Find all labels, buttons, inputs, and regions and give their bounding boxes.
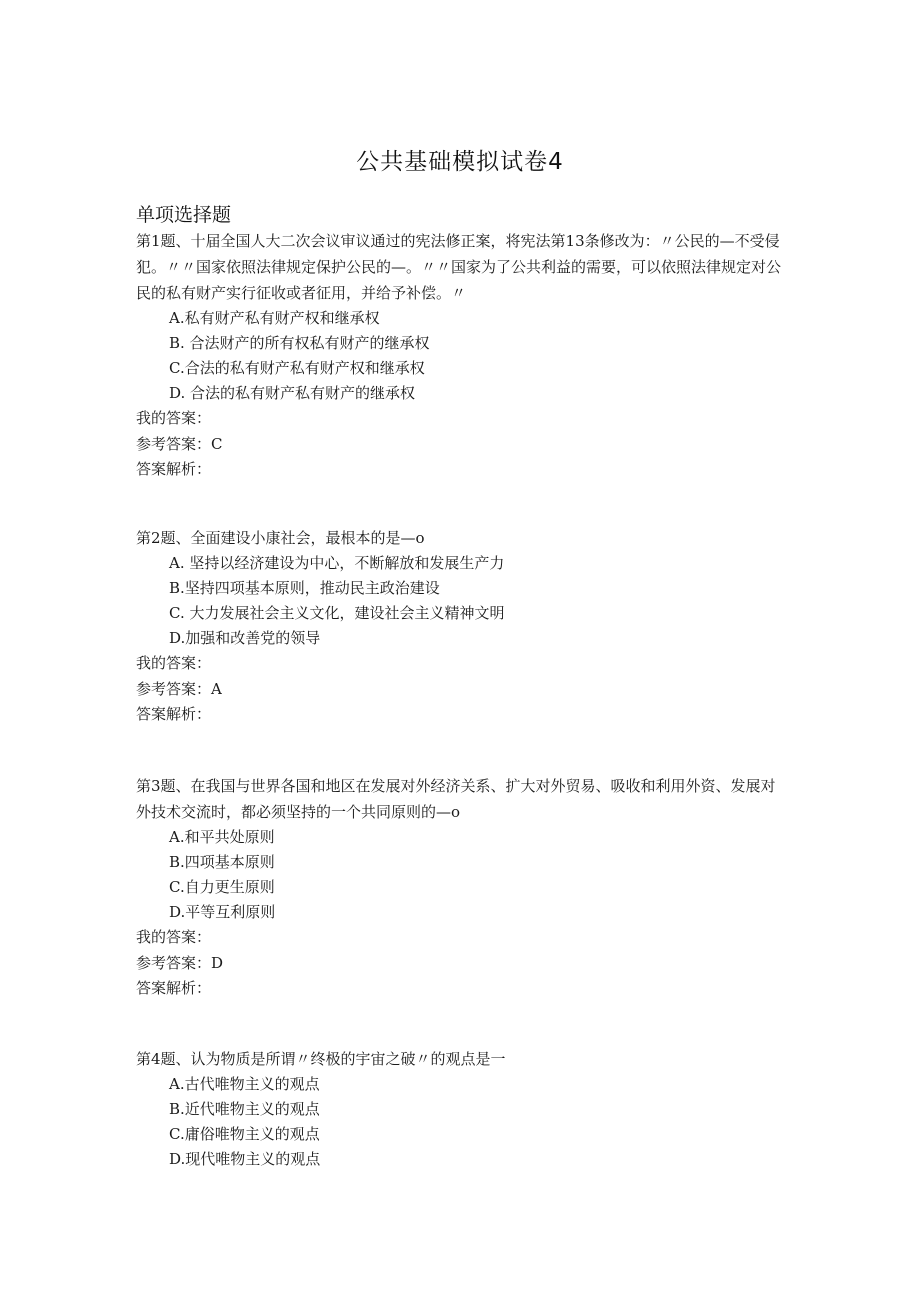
option-c: C.自力更生原则 (169, 878, 275, 896)
option-d: D.平等互利原则 (169, 903, 276, 921)
option-a: A.古代唯物主义的观点 (169, 1075, 320, 1093)
question-4 (136, 1046, 786, 1172)
answer-analysis-label: 答案解析： (136, 460, 212, 478)
answer-analysis-label: 答案解析： (136, 979, 212, 997)
section-heading: 单项选择题 (136, 204, 232, 226)
option-list (136, 825, 786, 925)
option-list (136, 551, 786, 651)
option-a: A. 坚持以经济建设为中心，不断解放和发展生产力 (169, 554, 505, 572)
option-list (136, 306, 786, 406)
reference-answer: 参考答案：A (136, 679, 222, 698)
option-c: C.庸俗唯物主义的观点 (169, 1125, 320, 1143)
option-a: A.和平共处原则 (169, 828, 275, 846)
question-stem: 第4题、认为物质是所谓〃终极的宇宙之破〃的观点是一 (136, 1050, 506, 1068)
question-3 (136, 773, 786, 1002)
option-c: C. 大力发展社会主义文化，建设社会主义精神文明 (169, 604, 505, 622)
answer-analysis-label: 答案解析： (136, 705, 212, 723)
option-c: C.合法的私有财产私有财产权和继承权 (169, 359, 425, 377)
option-d: D.加强和改善党的领导 (169, 629, 321, 647)
reference-answer: 参考答案：C (136, 434, 223, 453)
my-answer-label: 我的答案： (136, 409, 212, 427)
question-2 (136, 525, 786, 728)
document-title: 公共基础模拟试卷4 (356, 149, 564, 175)
option-d: D. 合法的私有财产私有财产的继承权 (169, 384, 416, 402)
reference-answer: 参考答案：D (136, 953, 224, 972)
option-d: D.现代唯物主义的观点 (169, 1150, 321, 1168)
question-stem: 第1题、十届全国人大二次会议审议通过的宪法修正案，将宪法第13条修改为：〃公民的—不受侵犯。〃〃国家依照法律规定保护公民的—。〃〃国家为了公共利益的需要，可以依照法律规定对公民的私有财产实行征收或者征用，并给予补偿。〃 (136, 232, 782, 302)
question-stem: 第2题、全面建设小康社会，最根本的是—o (136, 529, 425, 547)
option-b: B.近代唯物主义的观点 (169, 1100, 320, 1118)
option-b: B.四项基本原则 (169, 853, 275, 871)
option-list (136, 1072, 786, 1172)
option-b: B.坚持四项基本原则，推动民主政治建设 (169, 579, 440, 597)
option-b: B. 合法财产的所有权私有财产的继承权 (169, 334, 430, 352)
my-answer-label: 我的答案： (136, 654, 212, 672)
question-stem: 第3题、在我国与世界各国和地区在发展对外经济关系、扩大对外贸易、吸收和利用外资、发展对外技术交流时，都必须坚持的一个共同原则的—o (136, 777, 776, 821)
my-answer-label: 我的答案： (136, 928, 212, 946)
question-1 (136, 228, 786, 483)
option-a: A.私有财产私有财产权和继承权 (169, 309, 380, 327)
